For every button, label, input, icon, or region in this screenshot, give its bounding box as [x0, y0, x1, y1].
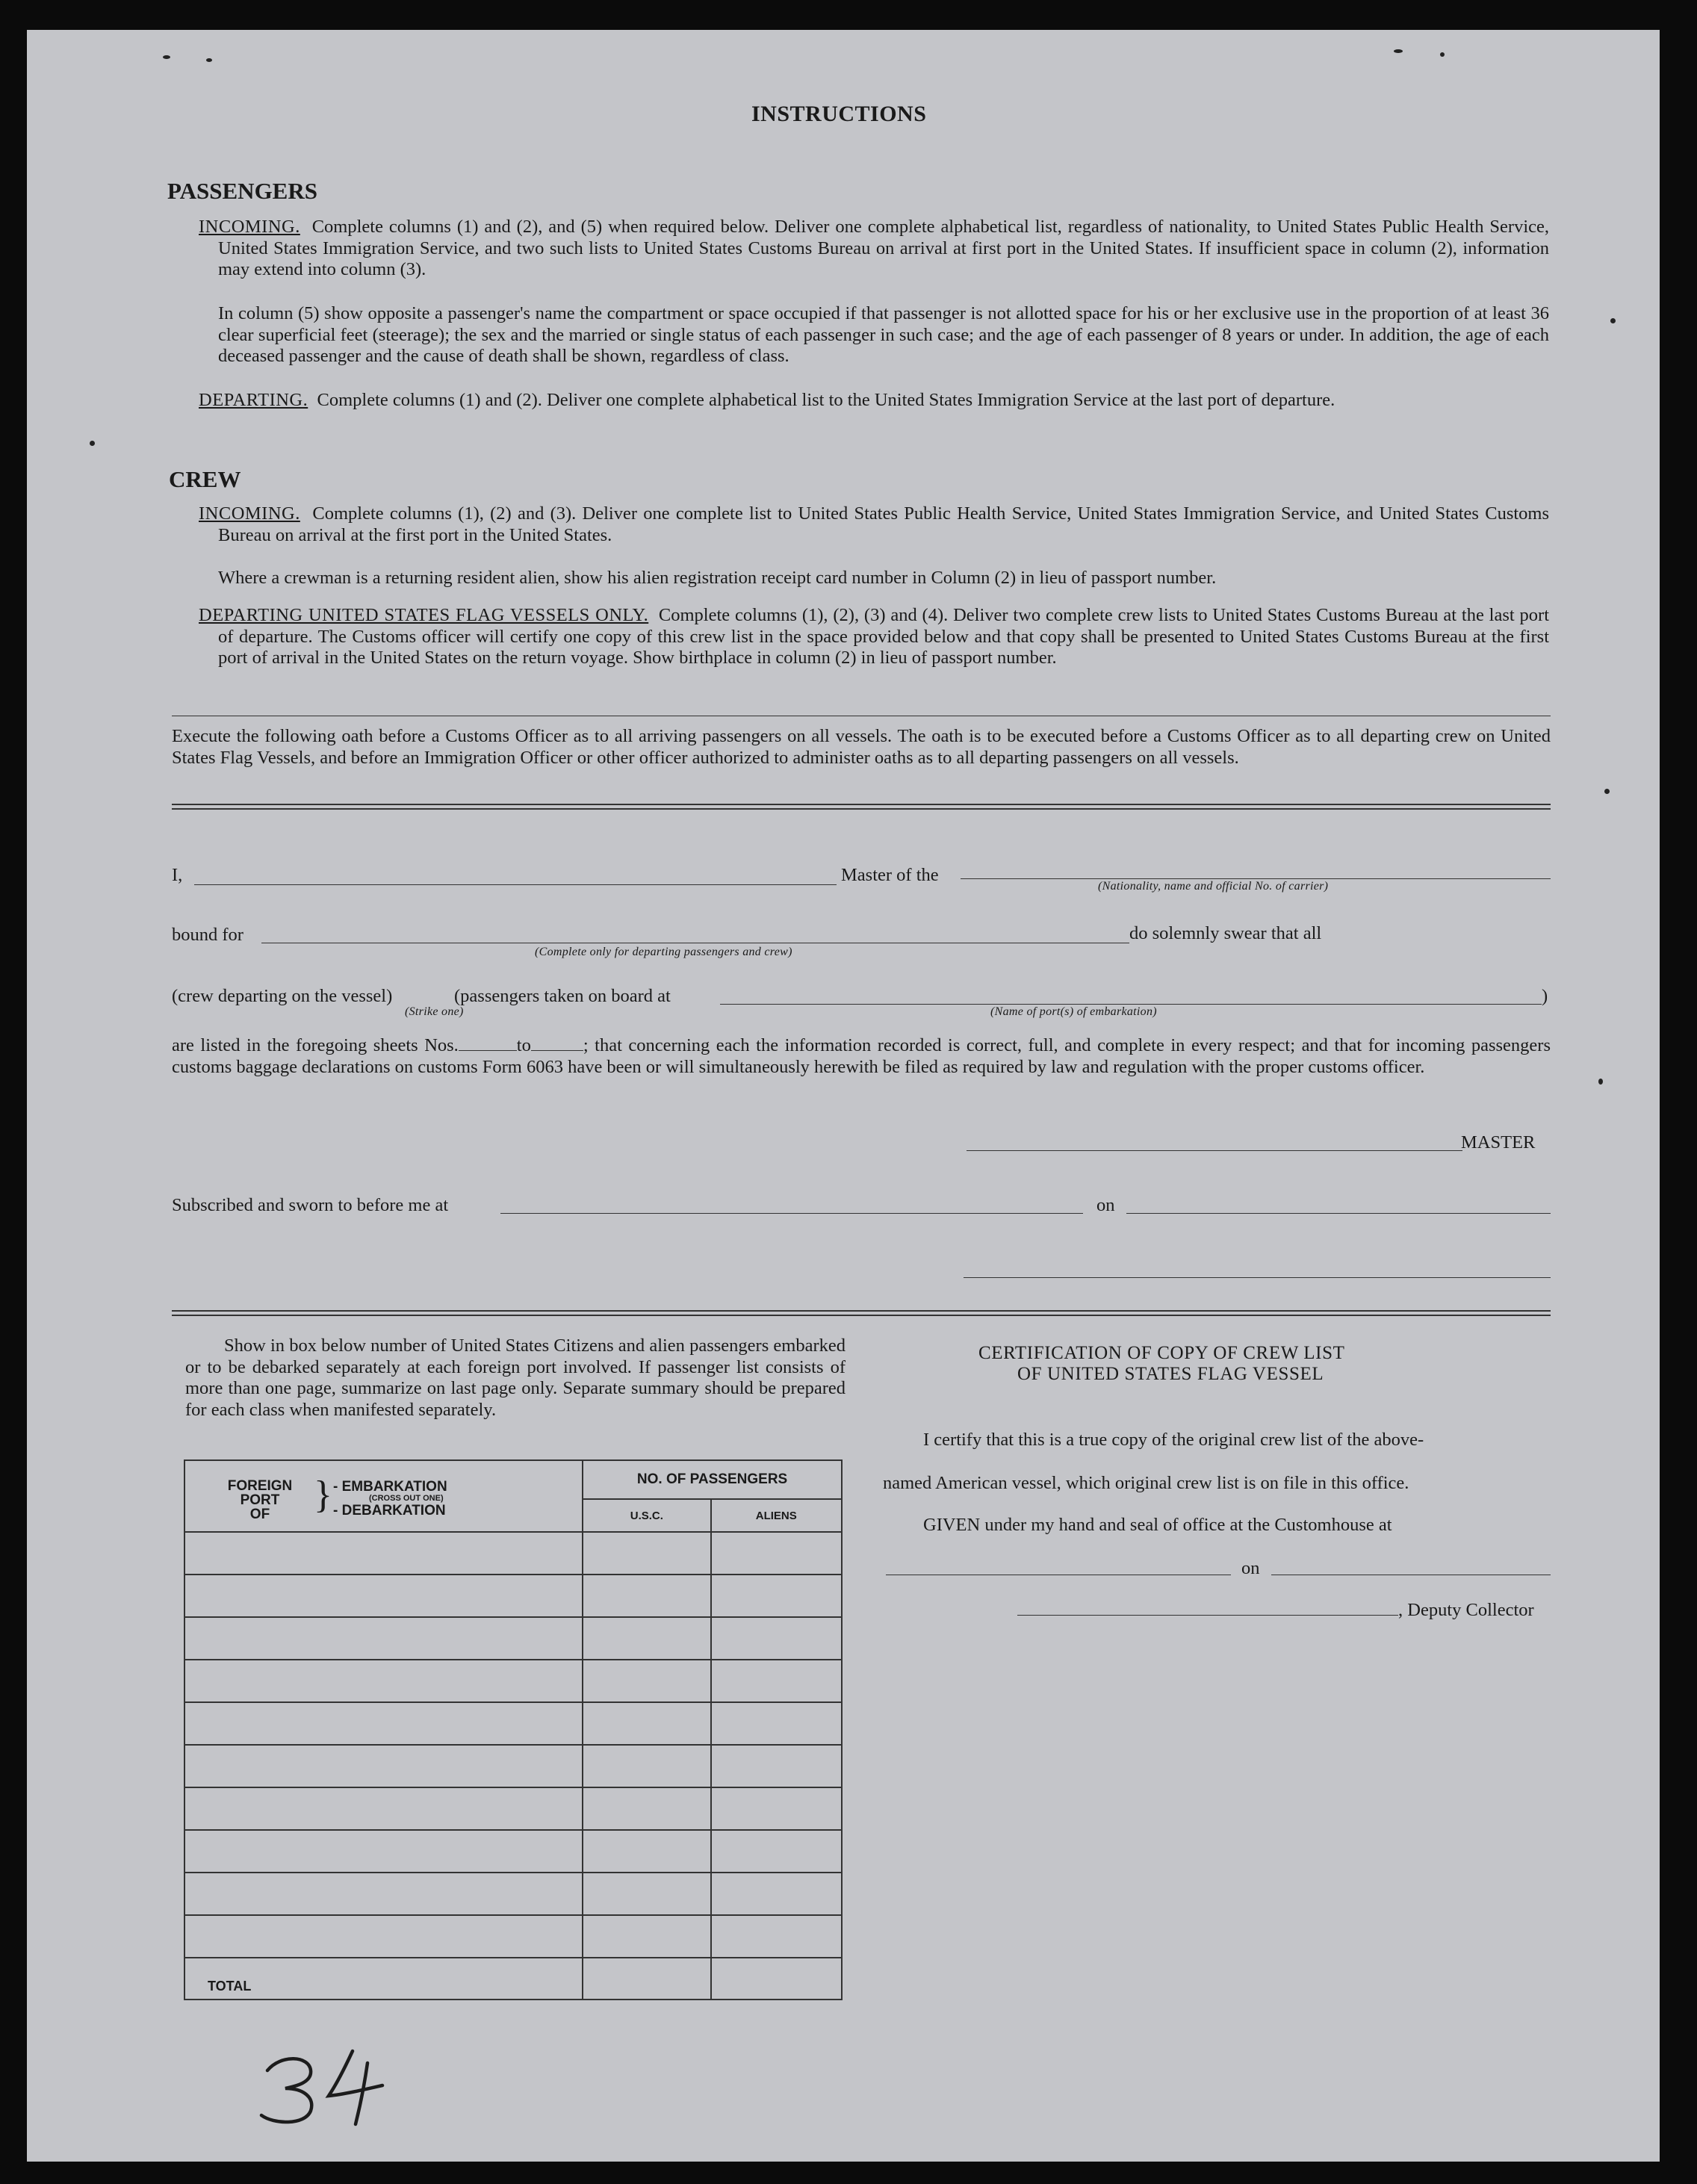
port-cell[interactable]: [184, 1745, 583, 1787]
subscribed-label: Subscribed and sworn to before me at: [172, 1195, 449, 1215]
summary-instructions-paragraph: [185, 1335, 846, 1421]
passenger-summary-table: [184, 1459, 843, 2000]
sheet-from-blank[interactable]: [459, 1050, 517, 1051]
port-cell[interactable]: [184, 1873, 583, 1915]
port-cell[interactable]: [184, 1915, 583, 1958]
usc-header: U.S.C.: [583, 1499, 710, 1532]
usc-total-cell[interactable]: [583, 1958, 710, 2000]
table-row: [184, 1745, 842, 1787]
table-row: [184, 1702, 842, 1745]
subscribed-date-blank[interactable]: [1126, 1213, 1551, 1214]
bound-for-label: bound for: [172, 925, 243, 945]
master-signature-blank[interactable]: [967, 1150, 1462, 1151]
brace-icon: }: [314, 1474, 332, 1516]
usc-cell[interactable]: [583, 1830, 710, 1873]
port-cell[interactable]: [184, 1702, 583, 1745]
summary-instructions-text: Show in box below number of United States Citizens and alien passengers embarked or to be debarked separately at each foreign port involved. If passenger list consists of more than one page, summarize on last page only. Separate summary should be prepared for each class when manifested separately.: [185, 1335, 846, 1420]
aliens-cell[interactable]: [711, 1873, 842, 1915]
port-cell[interactable]: [184, 1575, 583, 1617]
passengers-heading: PASSENGERS: [167, 178, 317, 204]
master-label: MASTER: [1461, 1132, 1536, 1153]
port-cell[interactable]: [184, 1660, 583, 1702]
table-row: [184, 1873, 842, 1915]
crew-heading: CREW: [169, 466, 241, 492]
strike-caption: (Strike one): [405, 1005, 464, 1018]
aliens-total-cell[interactable]: [711, 1958, 842, 2000]
listed-b-text: ; that concerning each the information recorded is correct, full, and complete in every respect; and that for incoming passengers customs baggage declarations on customs Form 6063 have been or will simultaneously herewith be filed as required by law and regulation with the proper customs officer.: [172, 1035, 1551, 1077]
table-row: [184, 1787, 842, 1830]
double-rule-bottom: [172, 1310, 1551, 1316]
certification-on-label: on: [1241, 1558, 1260, 1578]
cross-out-caption: (CROSS OUT ONE): [369, 1494, 444, 1503]
port-cell[interactable]: [184, 1617, 583, 1660]
usc-cell[interactable]: [583, 1617, 710, 1660]
no-of-passengers-header: NO. OF PASSENGERS: [583, 1460, 842, 1499]
table-row: [184, 1575, 842, 1617]
given-line: GIVEN under my hand and seal of office at the Customhouse at: [923, 1515, 1392, 1535]
master-of-label: Master of the: [841, 865, 939, 885]
port-header-cell: [184, 1460, 583, 1532]
scan-speck: [163, 55, 170, 59]
deputy-collector-label: , Deputy Collector: [1398, 1600, 1534, 1620]
scan-speck: [90, 441, 95, 446]
listed-to-text: to: [516, 1035, 531, 1055]
port-cell[interactable]: [184, 1532, 583, 1575]
crew-resident-text: Where a crewman is a returning resident alien, show his alien registration receipt card number in Column (2) in lieu of passport number.: [218, 568, 1217, 588]
table-row: [184, 1532, 842, 1575]
foreign-port-header: FOREIGN PORT OF: [227, 1478, 293, 1522]
scan-speck: [1394, 49, 1403, 53]
passengers-column5-text: In column (5) show opposite a passenger's name the compartment or space occupied if that passenger is not allotted space for his or her exclusive use in the proportion of at least 36 clear superficial feet (steerage); the sex and the married or single status of each passenger in such case; and the age of each passenger of 8 years or under. In addition, the age of each deceased passenger and the cause of death shall be shown, regardless of class.: [218, 303, 1549, 366]
total-row: [184, 1958, 842, 2000]
listed-a-text: are listed in the foregoing sheets Nos.: [172, 1035, 459, 1055]
scan-speck: [1604, 789, 1610, 794]
close-paren: ): [1542, 986, 1548, 1006]
table-row: [184, 1915, 842, 1958]
document-sheet: [27, 30, 1660, 2162]
usc-cell[interactable]: [583, 1660, 710, 1702]
oath-listed-paragraph: [172, 1035, 1551, 1078]
port-cell[interactable]: [184, 1830, 583, 1873]
certify-line-1: I certify that this is a true copy of the original crew list of the above-: [923, 1430, 1424, 1450]
aliens-cell[interactable]: [711, 1660, 842, 1702]
master-name-blank[interactable]: [194, 884, 837, 885]
table-row: [184, 1660, 842, 1702]
usc-cell[interactable]: [583, 1873, 710, 1915]
usc-cell[interactable]: [583, 1575, 710, 1617]
aliens-cell[interactable]: [711, 1787, 842, 1830]
passengers-departing-text: Complete columns (1) and (2). Deliver one complete alphabetical list to the United States Immigration Service at the last port of departure.: [317, 390, 1335, 410]
crew-departing-text: Complete columns (1), (2), (3) and (4). Deliver two complete crew lists to United States Customs Bureau at the last port of departure. The Customs officer will certify one copy of this crew list in the space provided below and that copy shall be presented to United States Customs Bureau at the first port of arrival in the United States on the return voyage. Show birthplace in column (2) in lieu of passport number.: [218, 605, 1549, 668]
passengers-incoming-lead: INCOMING.: [199, 217, 300, 237]
passengers-taken-option: (passengers taken on board at: [454, 986, 671, 1006]
bound-caption: (Complete only for departing passengers and crew): [535, 946, 792, 958]
oath-intro-text: Execute the following oath before a Customs Officer as to all arriving passengers on all vessels. The oath is to be executed before a Customs Officer as to all departing crew on United States Flag Vessels, and before an Immigration Officer or other officer authorized to administer oaths as to all departing passengers on all vessels.: [172, 726, 1551, 768]
usc-cell[interactable]: [583, 1745, 710, 1787]
passengers-departing-paragraph: [199, 390, 1549, 412]
crew-incoming-paragraph: [199, 503, 1549, 546]
certification-heading-2: OF UNITED STATES FLAG VESSEL: [1017, 1364, 1324, 1384]
port-caption: (Name of port(s) of embarkation): [990, 1005, 1157, 1018]
handwritten-page-number: [251, 2041, 415, 2130]
carrier-caption: (Nationality, name and official No. of carrier): [1098, 880, 1329, 893]
crew-departing-option: (crew departing on the vessel): [172, 986, 393, 1006]
embarkation-port-blank[interactable]: [720, 1004, 1542, 1005]
embarkation-header: - EMBARKATION: [333, 1479, 447, 1495]
aliens-cell[interactable]: [711, 1915, 842, 1958]
aliens-header: ALIENS: [711, 1499, 842, 1532]
aliens-cell[interactable]: [711, 1575, 842, 1617]
passengers-incoming-text: Complete columns (1) and (2), and (5) when required below. Deliver one complete alphabetical list, regardless of nationality, to United States Public Health Service, United States Immigration Service, and two such lists to United States Customs Bureau on arrival at first port in the United States. If insufficient space in column (2), information may extend into column (3).: [218, 217, 1550, 279]
carrier-blank[interactable]: [961, 878, 1551, 879]
oath-i-label: I,: [172, 865, 183, 885]
usc-cell[interactable]: [583, 1702, 710, 1745]
passengers-incoming-paragraph: [199, 217, 1549, 281]
swear-label: do solemnly swear that all: [1129, 923, 1322, 943]
crew-incoming-text: Complete columns (1), (2) and (3). Deliver one complete list to United States Public Health Service, United States Immigration Service, and United States Customs Bureau on arrival at the first port in the United States.: [218, 503, 1549, 545]
total-label: TOTAL: [208, 1979, 252, 1994]
debarkation-header: - DEBARKATION: [333, 1503, 446, 1518]
aliens-cell[interactable]: [711, 1617, 842, 1660]
passengers-column5-paragraph: [218, 303, 1549, 367]
subscribed-place-blank[interactable]: [500, 1213, 1083, 1214]
scan-speck: [206, 58, 212, 62]
subscribed-on-label: on: [1096, 1195, 1115, 1215]
oath-intro-paragraph: [172, 726, 1551, 769]
scan-speck: [1610, 318, 1616, 323]
officer-signature-blank[interactable]: [964, 1277, 1551, 1278]
usc-cell[interactable]: [583, 1532, 710, 1575]
crew-resident-paragraph: [218, 568, 1549, 589]
certify-line-2: named American vessel, which original crew list is on file in this office.: [883, 1473, 1409, 1493]
aliens-cell[interactable]: [711, 1745, 842, 1787]
table-row: [184, 1617, 842, 1660]
table-row: [184, 1830, 842, 1873]
double-rule-top: [172, 804, 1551, 810]
crew-incoming-lead: INCOMING.: [199, 503, 300, 524]
crew-departing-lead: DEPARTING UNITED STATES FLAG VESSELS ONLY.: [199, 605, 649, 625]
scan-speck: [1440, 52, 1445, 57]
usc-cell[interactable]: [583, 1915, 710, 1958]
aliens-cell[interactable]: [711, 1830, 842, 1873]
sheet-to-blank[interactable]: [531, 1050, 583, 1051]
scan-speck: [1598, 1079, 1603, 1085]
deputy-signature-blank[interactable]: [1017, 1615, 1398, 1616]
total-label-cell: [184, 1958, 583, 2000]
port-cell[interactable]: [184, 1787, 583, 1830]
crew-departing-paragraph: [199, 605, 1549, 669]
usc-cell[interactable]: [583, 1787, 710, 1830]
page-title: INSTRUCTIONS: [751, 102, 927, 126]
passengers-departing-lead: DEPARTING.: [199, 390, 308, 410]
certification-heading-1: CERTIFICATION OF COPY OF CREW LIST: [978, 1343, 1345, 1363]
aliens-cell[interactable]: [711, 1702, 842, 1745]
aliens-cell[interactable]: [711, 1532, 842, 1575]
